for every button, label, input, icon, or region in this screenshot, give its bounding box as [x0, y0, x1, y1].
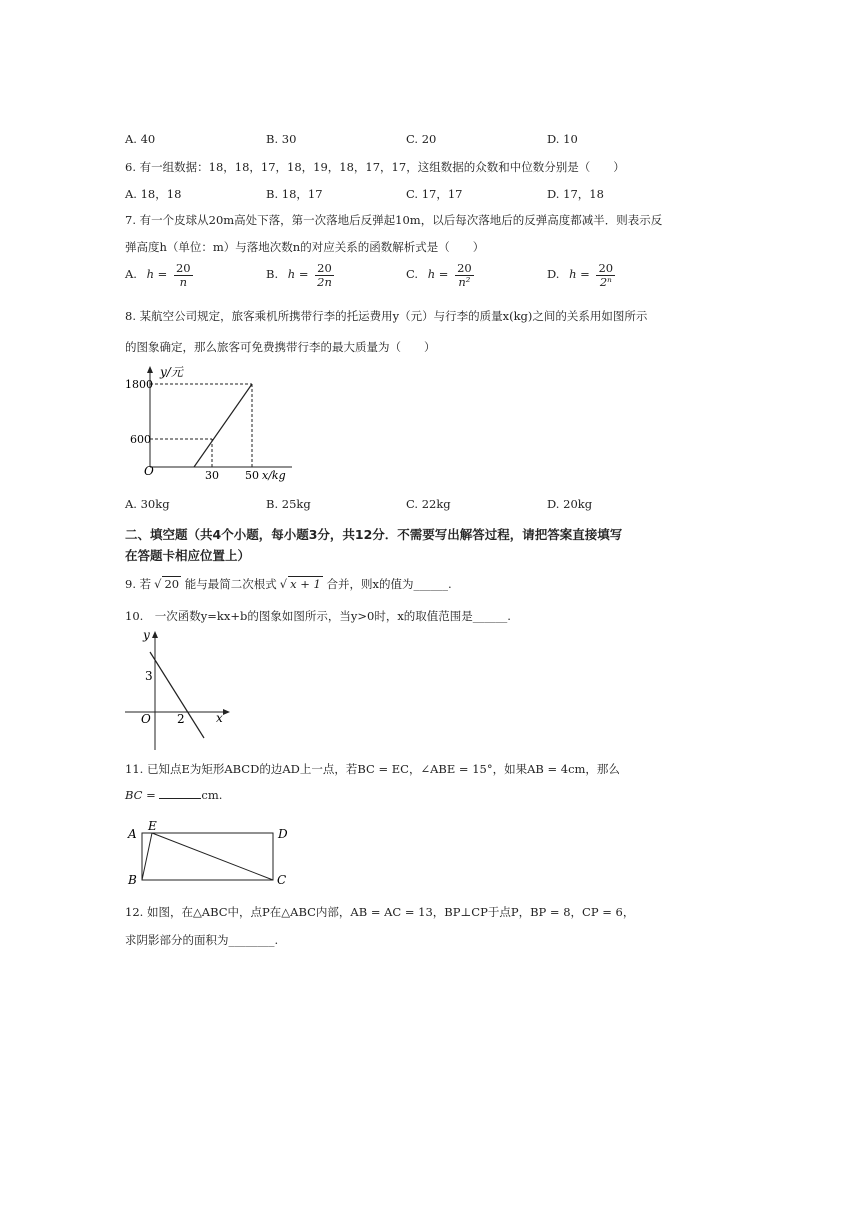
- q7-option-a: [125, 262, 193, 288]
- q8-y-tick-600: 600: [130, 433, 151, 446]
- q5-option-d: D. 10: [547, 132, 578, 146]
- q8-option-a: A. 30kg: [125, 497, 170, 511]
- q7-option-c-fraction: [455, 262, 474, 288]
- q7-stem-line2: 弹高度h（单位：m）与落地次数n的对应关系的函数解析式是（ ）: [125, 240, 485, 254]
- q8-x-tick-50: 50: [245, 469, 259, 482]
- section2-heading-line2: 在答题卡相应位置上）: [125, 548, 251, 563]
- q7-option-a-label: A.: [125, 267, 137, 282]
- q7-option-d-label: D.: [547, 267, 560, 282]
- section2-heading-line1: 二、填空题（共4个小题，每小题3分，共12分．不需要写出解答过程，请把答案直接填写: [125, 527, 623, 542]
- q7-option-b-label: B.: [266, 267, 279, 282]
- q10-x-intercept-label: 2: [177, 712, 185, 726]
- q7-option-b-denominator: 2n: [317, 274, 332, 289]
- q7-stem-line1: 7. 有一个皮球从20m高处下落，第一次落地后反弹起10m，以后每次落地后的反弹高度都减半．则表示反: [125, 213, 663, 227]
- q12-stem-line1: 12. 如图，在△ABC中，点P在△ABC内部，AB = AC = 13，BP⊥CP于点P，BP = 8，CP = 6，: [125, 905, 635, 919]
- q9-radicand-2: x + 1: [290, 577, 321, 591]
- q10-y-label: y: [143, 628, 150, 642]
- q11-label-b: B: [128, 873, 137, 887]
- q11-segment-ec: [152, 833, 273, 880]
- q10-x-axis-arrow-icon: [223, 709, 230, 715]
- q9-middle: 能与最简二次根式: [184, 577, 277, 591]
- q7-option-d-denominator: 2ⁿ: [599, 274, 612, 289]
- q6-option-c: C. 17，17: [406, 187, 463, 201]
- q8-function-line: [194, 384, 252, 467]
- q11-segment-be: [142, 833, 152, 880]
- q9-prefix: 9. 若: [125, 577, 152, 591]
- q8-option-c: C. 22kg: [406, 497, 451, 511]
- q7-option-a-denominator: n: [179, 274, 188, 289]
- q5-option-a: A. 40: [125, 132, 156, 146]
- q8-x-axis-label: x/kg: [262, 469, 286, 482]
- q7-option-c: [406, 262, 474, 288]
- q10-y-intercept-label: 3: [145, 669, 153, 683]
- q11-line2-prefix: BC =: [125, 788, 156, 802]
- q5-option-c: C. 20: [406, 132, 437, 146]
- q9-suffix: 合并，则x的值为______.: [326, 577, 452, 591]
- q11-label-c: C: [277, 873, 287, 887]
- q7-option-a-lhs: h =: [146, 267, 168, 282]
- q10-stem: 10. 一次函数y=kx+b的图象如图所示，当y>0时，x的取值范围是______.: [125, 609, 511, 623]
- q7-option-d-lhs: h =: [569, 267, 590, 282]
- q8-y-axis-label: y/元: [160, 365, 183, 379]
- q7-option-d: [547, 262, 615, 288]
- q8-option-d: D. 20kg: [547, 497, 593, 511]
- q7-option-b: [266, 262, 334, 288]
- q10-origin-label: O: [141, 712, 151, 726]
- q11-answer-blank: [159, 788, 201, 799]
- q7-option-b-fraction: [315, 262, 334, 288]
- q11-rectangle: [142, 833, 273, 880]
- q8-stem-line2: 的图象确定，那么旅客可免费携带行李的最大质量为（ ）: [125, 340, 436, 354]
- q11-label-a: A: [128, 827, 137, 841]
- q11-stem-line2: [125, 788, 222, 802]
- q6-option-b: B. 18，17: [266, 187, 323, 201]
- q7-option-b-numerator: 20: [317, 261, 332, 275]
- q7-option-d-numerator: 20: [598, 261, 614, 275]
- q7-option-a-numerator: 20: [175, 261, 191, 275]
- q12-stem-line2: 求阴影部分的面积为________.: [125, 933, 279, 947]
- q8-stem-line1: 8. 某航空公司规定，旅客乘机所携带行李的托运费用y（元）与行李的质量x(kg)之间的关系用如图所示: [125, 309, 648, 323]
- q11-figure: [122, 818, 302, 890]
- q11-label-d: D: [278, 827, 288, 841]
- q8-graph: [120, 362, 300, 482]
- q9-radicand-1: 20: [164, 577, 180, 591]
- q11-label-e: E: [148, 819, 157, 833]
- q7-option-c-lhs: h =: [427, 267, 449, 282]
- q6-option-a: A. 18，18: [125, 187, 182, 201]
- q8-origin-label: O: [144, 464, 154, 478]
- q8-y-tick-1800: 1800: [125, 378, 153, 391]
- q5-option-b: B. 30: [266, 132, 297, 146]
- q11-stem-line1: 11. 已知点E为矩形ABCD的边AD上一点，若BC = EC，∠ABE = 15°，如果AB = 4cm，那么: [125, 762, 620, 776]
- q7-option-c-numerator: 20: [457, 261, 472, 275]
- q10-graph: [120, 625, 235, 753]
- q7-option-c-label: C.: [406, 267, 419, 282]
- q11-line2-suffix: cm.: [201, 788, 223, 802]
- q10-y-axis-arrow-icon: [152, 631, 158, 638]
- q8-option-b: B. 25kg: [266, 497, 311, 511]
- q7-option-a-fraction: [174, 262, 193, 288]
- q6-stem: 6. 有一组数据：18，18，17，18，19，18，17，17，这组数据的众数和中位数分别是（ ）: [125, 160, 625, 174]
- q7-option-b-lhs: h =: [287, 267, 309, 282]
- q6-option-d: D. 17，18: [547, 187, 604, 201]
- q7-option-c-denominator: n²: [458, 274, 471, 289]
- q10-x-label: x: [216, 711, 223, 725]
- q8-y-axis-arrow-icon: [147, 366, 153, 373]
- q7-option-d-fraction: [596, 262, 615, 288]
- q9-stem: 9. 若 √ 20 能与最简二次根式 √ x + 1 合并，则x的值为______.: [125, 577, 452, 591]
- q8-x-tick-30: 30: [205, 469, 219, 482]
